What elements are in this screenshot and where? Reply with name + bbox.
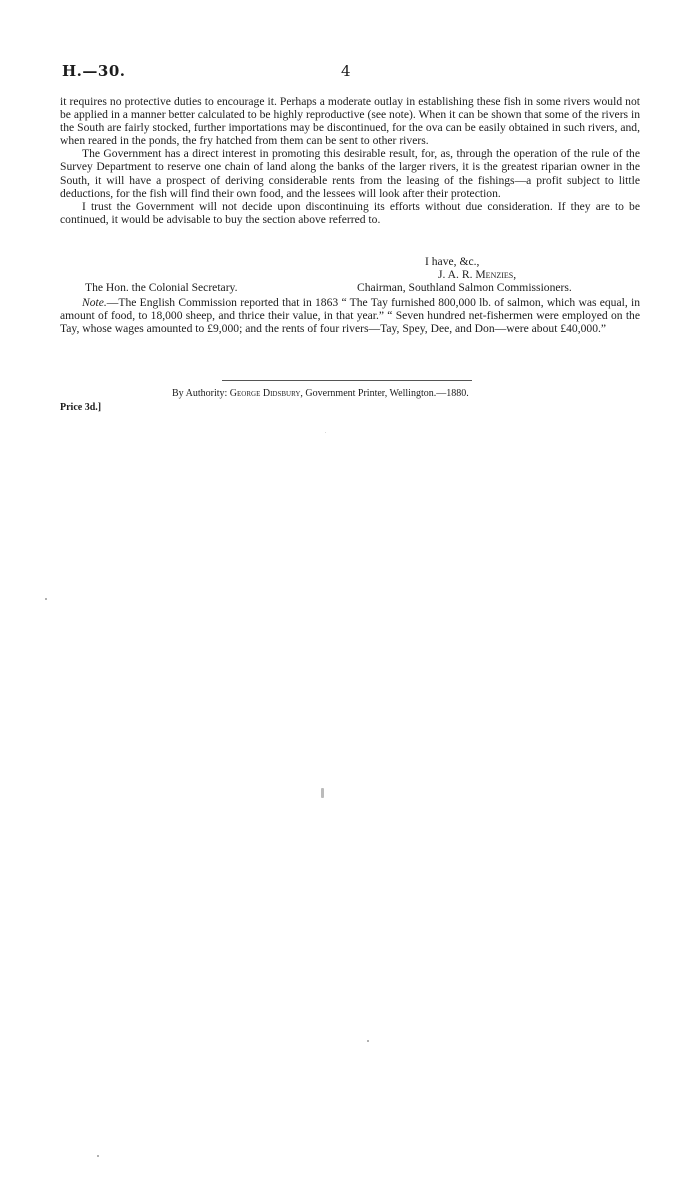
printer-name: George Didsbury (229, 388, 301, 399)
paragraph-2: The Government has a direct interest in promoting this desirable result, for, as, through the operation of the rule of the Survey Department to reserve one chain of land along the banks of the larger rivers, it is the greatest riparian owner in the South, it will have a prospect of deriving considerable rents from the leasing of the fishings—a profit subject to little deductions, for the fish will find their own food, and the lessees will look after their protection. (60, 147, 640, 200)
page-number: 4 (341, 62, 351, 80)
signatory-title: Chairman, Southland Salmon Commissioners. (357, 281, 572, 294)
paragraph-3: I trust the Government will not decide upon discontinuing its efforts without due consideration. If they are to be continued, it would be advisable to buy the section above referred to. (60, 199, 640, 226)
paragraph-1: it requires no protective duties to encourage it. Perhaps a moderate outlay in establishing these fish in some rivers would not be applied in a manner better calculated to be highly reproductive (see note). When it can be shown that some of the rivers in the South are fairly stocked, further importations may be discontinued, for the ova can be easily obtained in such rivers, and, when reared in the ponds, the fry hatched from them can be sent to other rivers. (60, 95, 640, 148)
document-reference: H.—30. (62, 62, 126, 80)
scan-speck (367, 1040, 369, 1042)
authority-suffix: , Government Printer, Wellington.—1880. (300, 388, 469, 399)
note-text: —The English Commission reported that in 1863 “ The Tay furnished 800,000 lb. of salmon, which was equal, in amount of food, to 18,000 sheep, and thrice their value, in that year.” “ Seven hundred net-fishermen were employed on the Tay, whose wages amounted to £9,000; and the rents of four rivers—Tay, Spey, Dee, and Don—were about £40,000.” (60, 296, 640, 336)
note-label: Note. (82, 296, 107, 309)
note-paragraph (60, 296, 640, 335)
scan-speck (325, 432, 326, 433)
printer-imprint (172, 388, 469, 399)
authority-prefix: By Authority: (172, 388, 230, 399)
closing-salutation: I have, &c., (425, 255, 480, 268)
price-label: Price 3d.] (60, 402, 102, 413)
body-text (60, 95, 640, 226)
addressee: The Hon. the Colonial Secretary. (85, 281, 238, 294)
signatory-name: J. A. R. Menzies, (438, 268, 517, 281)
scan-mark (321, 788, 324, 798)
scan-speck (97, 1155, 99, 1157)
scan-speck (45, 598, 47, 600)
footer-divider (222, 380, 472, 381)
